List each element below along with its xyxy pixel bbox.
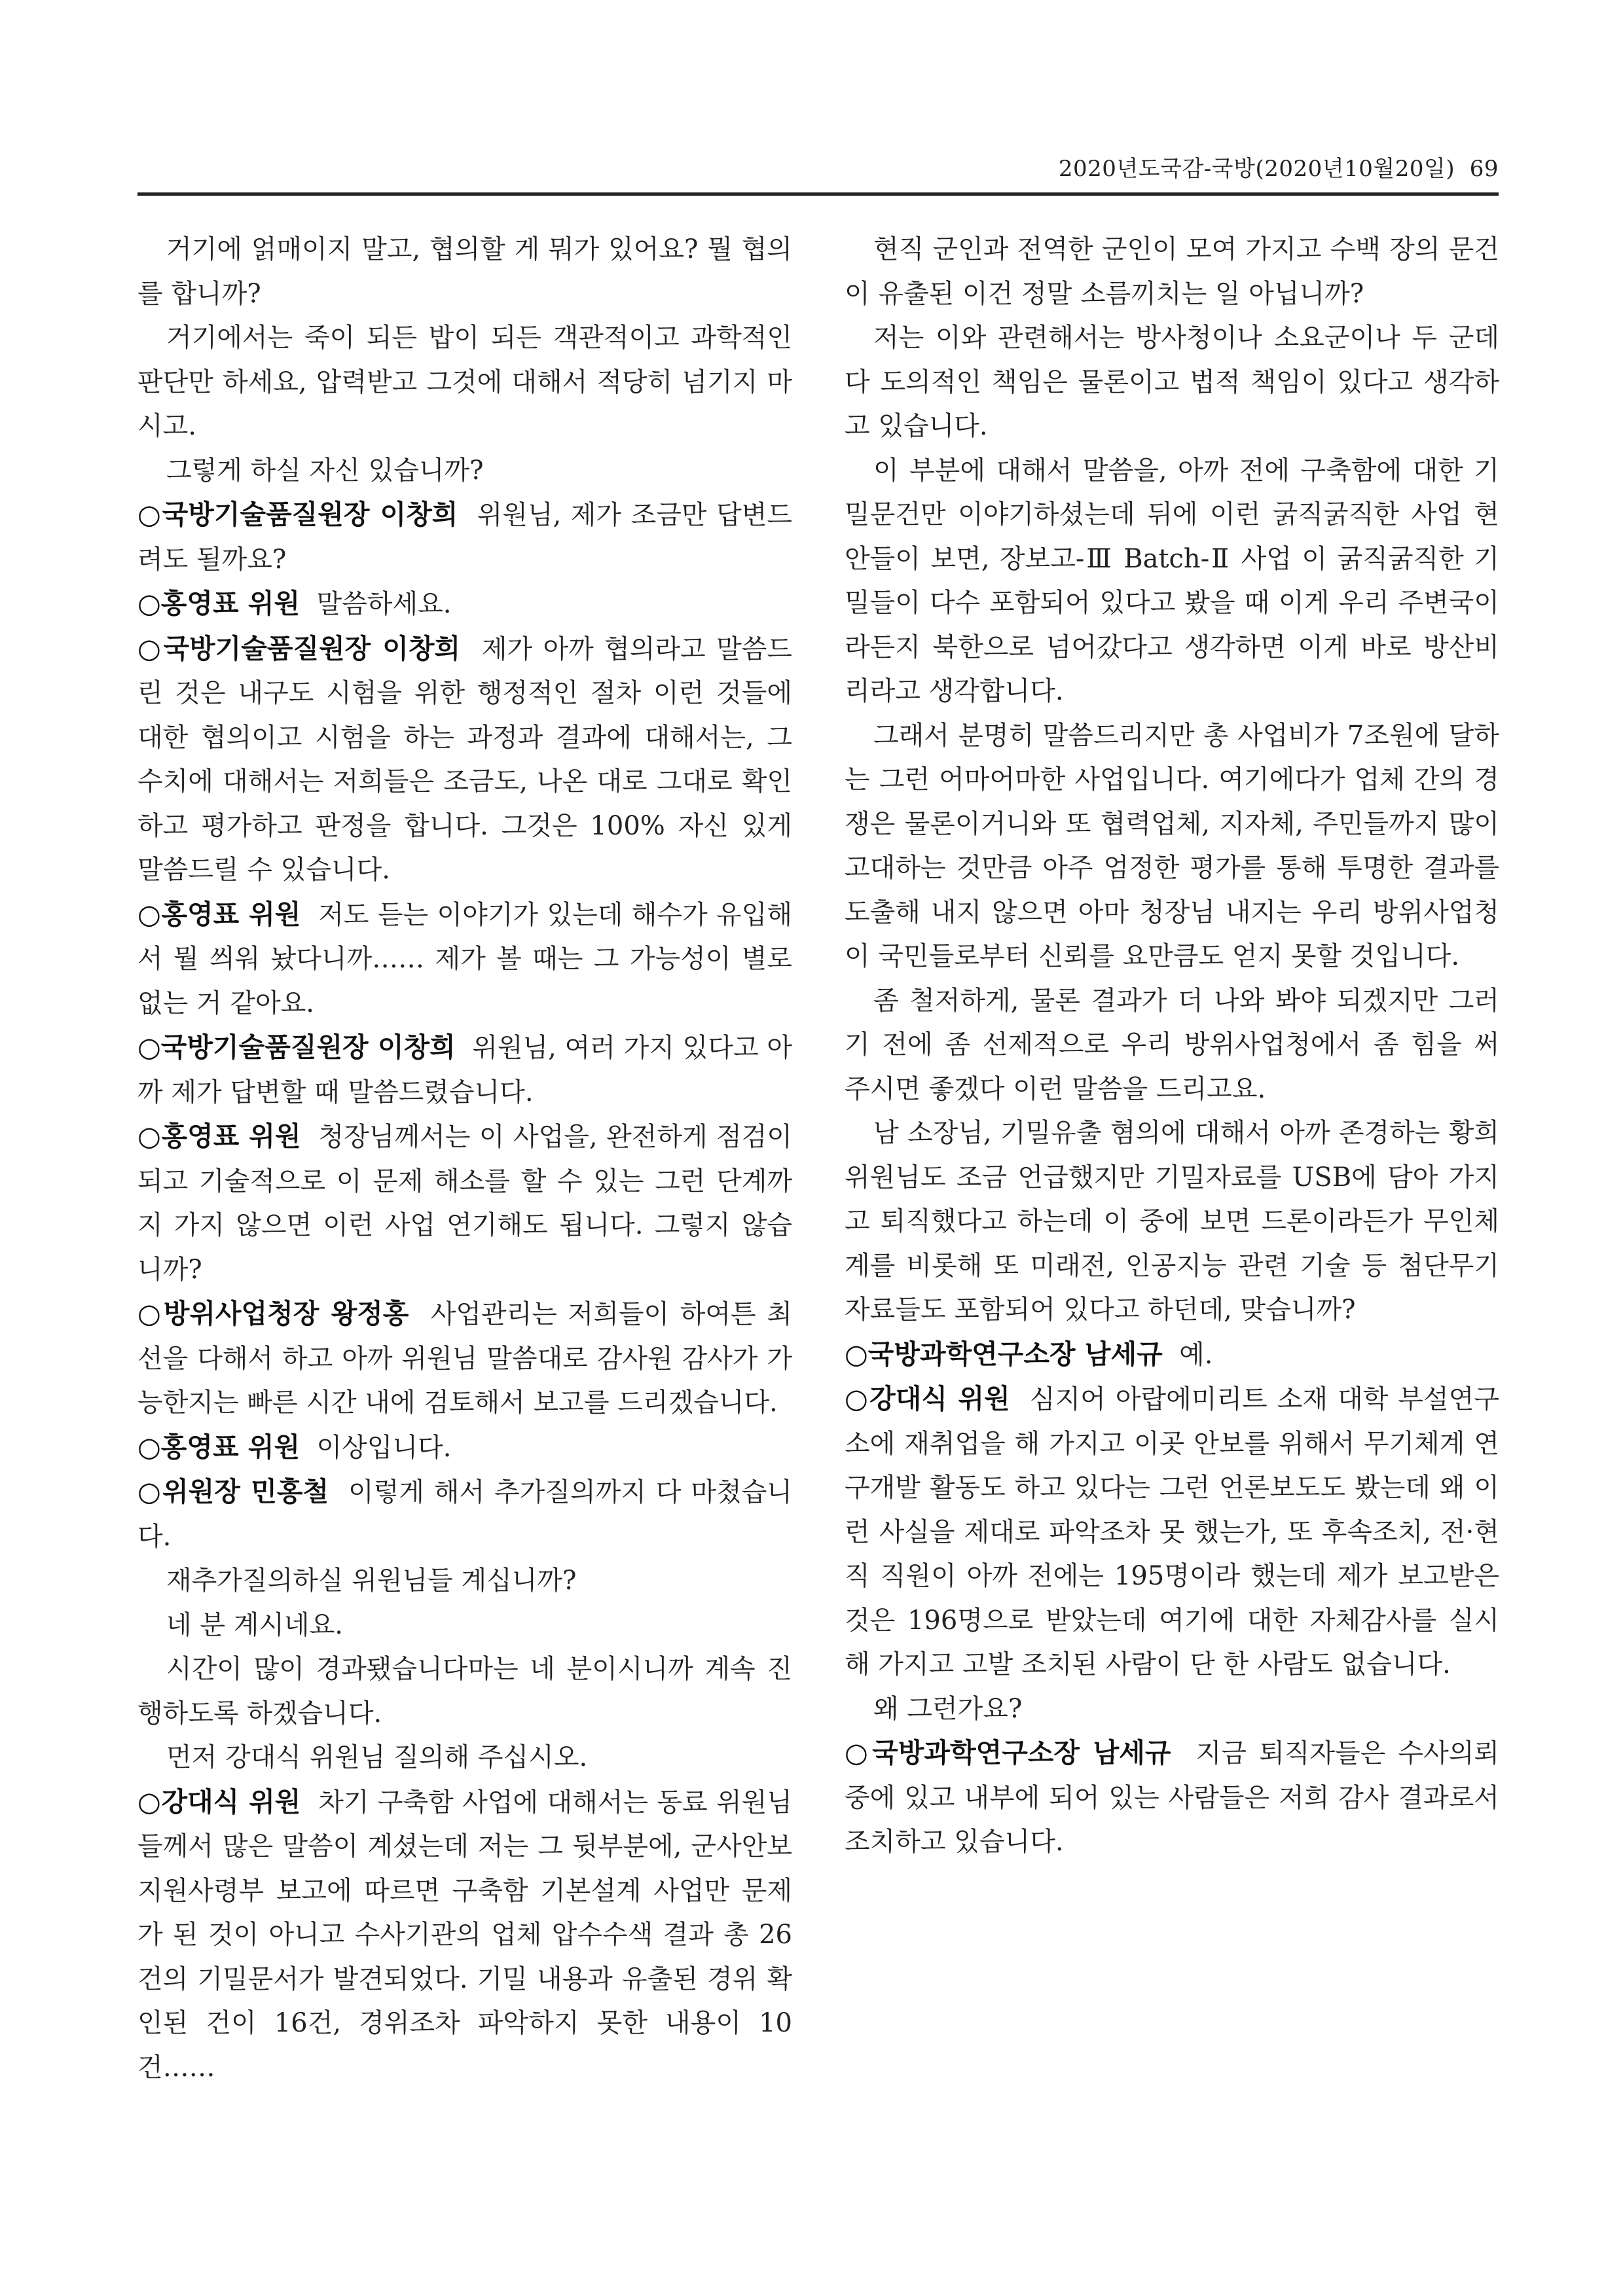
- paragraph: [845, 1687, 1499, 1732]
- paragraph: [137, 1026, 792, 1115]
- page-number: 69: [1469, 156, 1499, 182]
- paragraph-text: 말씀하세요.: [316, 589, 452, 619]
- paragraph-text: 좀 철저하게, 물론 결과가 더 나와 봐야 되겠지만 그러기 전에 좀 선제적으로 우리 방위사업청에서 좀 힘을 써 주시면 좋겠다 이런 말씀을 드리고요.: [845, 985, 1499, 1104]
- speaker-name: ○방위사업청장 왕정홍: [137, 1298, 409, 1329]
- paragraph: [845, 316, 1499, 449]
- paragraph-text: 그렇게 하실 자신 있습니까?: [166, 455, 484, 486]
- paragraph-text: 위원님, 여러 가지 있다고 아까 제가 답변할 때 말씀드렸습니다.: [137, 1033, 792, 1107]
- paragraph-text: 지금 퇴직자들은 수사의뢰 중에 있고 내부에 되어 있는 사람들은 저희 감사 결과로서 조치하고 있습니다.: [845, 1738, 1499, 1857]
- paragraph-text: 저도 듣는 이야기가 있는데 해수가 유입해서 뭘 씌워 놨다니까…… 제가 볼 때는 그 가능성이 별로 없는 거 같아요.: [137, 899, 792, 1018]
- paragraph: [137, 1115, 792, 1292]
- paragraph: [137, 449, 792, 493]
- paragraph: [137, 627, 792, 893]
- paragraph: [137, 1559, 792, 1604]
- paragraph-text: 사업관리는 저희들이 하여튼 최선을 다해서 하고 아까 위원님 말씀대로 감사원 감사가 가능한지는 빠른 시간 내에 검토해서 보고를 드리겠습니다.: [137, 1299, 792, 1418]
- paragraph: [845, 714, 1499, 979]
- paragraph-text: 저는 이와 관련해서는 방사청이나 소요군이나 두 군데 다 도의적인 책임은 물론이고 법적 책임이 있다고 생각하고 있습니다.: [845, 323, 1499, 441]
- paragraph: [137, 1604, 792, 1648]
- speaker-name: ○국방기술품질원장 이창희: [137, 499, 458, 530]
- paragraph-text: 예.: [1179, 1339, 1213, 1370]
- paragraph-text: 이 부분에 대해서 말씀을, 아까 전에 구축함에 대한 기밀문건만 이야기하셨는데 뒤에 이런 굵직굵직한 사업 현안들이 보면, 장보고-Ⅲ Batch-Ⅱ 사업 이 굵직굵직한 기밀들이 다수 포함되어 있다고 봤을 때 이게 우리 주변국이라든지 북한으로 넘어갔다고 생각하면 이게 바로 방산비리라고 생각합니다.: [845, 455, 1499, 706]
- paragraph-text: 심지어 아랍에미리트 소재 대학 부설연구소에 재취업을 해 가지고 이곳 안보를 위해서 무기체계 연구개발 활동도 하고 있다는 그런 언론보도도 봤는데 왜 이런 사실을 제대로 파악조차 못 했는가, 또 후속조치, 전·현직 직원이 아까 전에는 195명이라 했는데 제가 보고받은 것은 196명으로 받았는데 여기에 대한 자체감사를 실시해 가지고 고발 조치된 사람이 단 한 사람도 없습니다.: [845, 1384, 1499, 1679]
- paragraph-text: 이렇게 해서 추가질의까지 다 마쳤습니다.: [137, 1477, 792, 1552]
- paragraph: [845, 228, 1499, 316]
- speaker-name: ○홍영표 위원: [137, 898, 301, 930]
- paragraph-text: 위원님, 제가 조금만 답변드려도 될까요?: [137, 500, 793, 575]
- speaker-name: ○강대식 위원: [845, 1383, 1010, 1414]
- paragraph: [137, 493, 792, 582]
- header-rule: [137, 192, 1499, 196]
- paragraph: [845, 1731, 1499, 1865]
- paragraph-text: 제가 아까 협의라고 말씀드린 것은 내구도 시험을 위한 행정적인 절차 이런 것들에 대한 협의이고 시험을 하는 과정과 결과에 대해서는, 그 수치에 대해서는 저희들은 조금도, 나온 대로 그대로 확인하고 평가하고 판정을 합니다. 그것은 100% 자신 있게 말씀드릴 수 있습니다.: [137, 634, 792, 885]
- speaker-name: ○홍영표 위원: [137, 1431, 301, 1463]
- paragraph: [137, 1292, 792, 1426]
- paragraph-text: 청장님께서는 이 사업을, 완전하게 점검이 되고 기술적으로 이 문제 해소를 할 수 있는 그런 단계까지 가지 않으면 이런 사업 연기해도 됩니다. 그렇지 않습니까?: [137, 1122, 792, 1285]
- paragraph: [137, 316, 792, 449]
- paragraph: [845, 1377, 1499, 1687]
- paragraph-text: 네 분 계시네요.: [166, 1609, 343, 1640]
- paragraph: [137, 1647, 792, 1736]
- paragraph: [845, 1111, 1499, 1333]
- paragraph-text: 먼저 강대식 위원님 질의해 주십시오.: [166, 1742, 588, 1772]
- paragraph-text: 차기 구축함 사업에 대해서는 동료 위원님들께서 많은 말씀이 계셨는데 저는 그 뒷부분에, 군사안보지원사령부 보고에 따르면 구축함 기본설계 사업만 문제가 된 것이 아니고 수사기관의 업체 압수수색 결과 총 26건의 기밀문서가 발견되었다. 기밀 내용과 유출된 경위 확인된 건이 16건, 경위조차 파악하지 못한 내용이 10건……: [137, 1787, 792, 2083]
- paragraph: [845, 449, 1499, 714]
- paragraph-text: 남 소장님, 기밀유출 혐의에 대해서 아까 존경하는 황희 위원님도 조금 언급했지만 기밀자료를 USB에 담아 가지고 퇴직했다고 하는데 이 중에 보면 드론이라든가 무인체계를 비롯해 또 미래전, 인공지능 관련 기술 등 첨단무기 자료들도 포함되어 있다고 하던데, 맞습니까?: [845, 1118, 1499, 1325]
- paragraph-text: 시간이 많이 경과됐습니다마는 네 분이시니까 계속 진행하도록 하겠습니다.: [137, 1654, 792, 1729]
- speaker-name: ○홍영표 위원: [137, 588, 301, 619]
- paragraph: [137, 1780, 792, 2090]
- paragraph: [137, 228, 792, 316]
- left-column: [137, 228, 792, 2090]
- paragraph: [137, 1736, 792, 1780]
- speaker-name: ○위원장 민홍철: [137, 1476, 329, 1507]
- paragraph-text: 왜 그런가요?: [873, 1693, 1023, 1724]
- paragraph-text: 현직 군인과 전역한 군인이 모여 가지고 수백 장의 문건이 유출된 이건 정말 소름끼치는 일 아닙니까?: [845, 234, 1499, 309]
- paragraph-text: 재추가질의하실 위원님들 계십니까?: [166, 1566, 577, 1596]
- paragraph: [845, 1333, 1499, 1378]
- paragraph-text: 거기에 얽매이지 말고, 협의할 게 뭐가 있어요? 뭘 협의를 합니까?: [137, 234, 792, 309]
- running-header: [137, 151, 1499, 183]
- running-title: 2020년도국감-국방(2020년10월20일): [1058, 156, 1455, 182]
- right-column: [845, 228, 1499, 1865]
- speaker-name: ○국방기술품질원장 이창희: [137, 1031, 456, 1063]
- paragraph: [845, 979, 1499, 1112]
- paragraph: [137, 893, 792, 1026]
- speaker-name: ○국방과학연구소장 남세규: [845, 1737, 1171, 1768]
- paragraph: [137, 1470, 792, 1559]
- paragraph-text: 이상입니다.: [316, 1432, 452, 1463]
- paragraph: [137, 1426, 792, 1471]
- paragraph-text: 거기에서는 죽이 되든 밥이 되든 객관적이고 과학적인 판단만 하세요, 압력받고 그것에 대해서 적당히 넘기지 마시고.: [137, 323, 792, 441]
- paragraph-text: 그래서 분명히 말씀드리지만 총 사업비가 7조원에 달하는 그런 어마어마한 사업입니다. 여기에다가 업체 간의 경쟁은 물론이거니와 또 협력업체, 지자체, 주민들까지 많이 고대하는 것만큼 아주 엄정한 평가를 통해 투명한 결과를 도출해 내지 않으면 아마 청장님 내지는 우리 방위사업청이 국민들로부터 신뢰를 요만큼도 얻지 못할 것입니다.: [845, 720, 1499, 971]
- speaker-name: ○국방과학연구소장 남세규: [845, 1338, 1163, 1370]
- speaker-name: ○국방기술품질원장 이창희: [137, 632, 461, 664]
- speaker-name: ○강대식 위원: [137, 1785, 301, 1818]
- speaker-name: ○홍영표 위원: [137, 1121, 301, 1152]
- paragraph: [137, 582, 792, 627]
